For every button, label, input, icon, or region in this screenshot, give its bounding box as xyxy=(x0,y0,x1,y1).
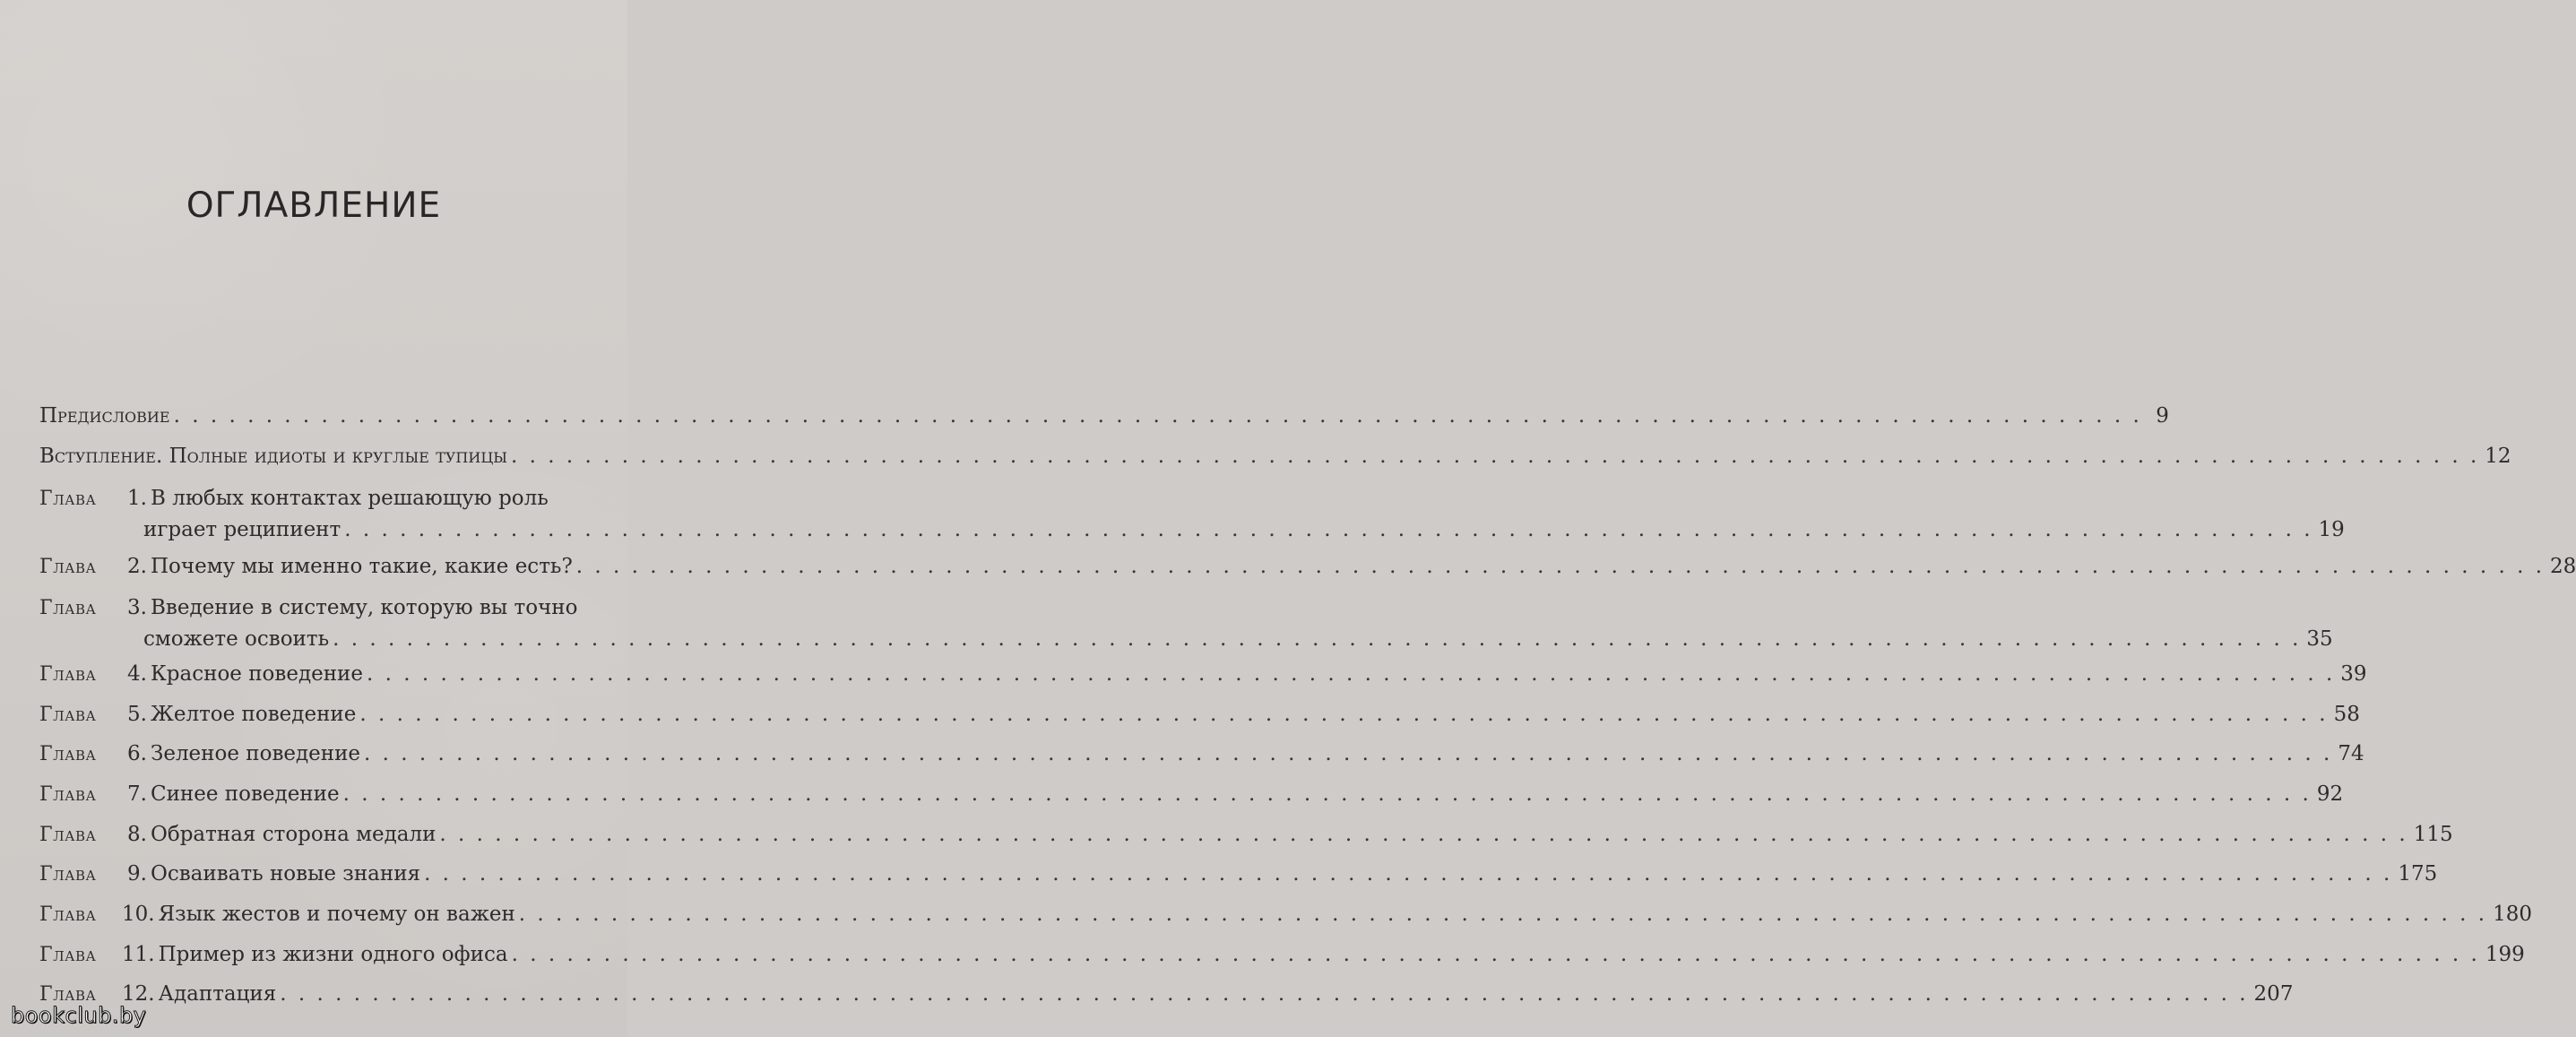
dot-leader xyxy=(170,401,2146,431)
toc-entry-title: Вступление. Полные идиоты и круглые тупицы xyxy=(39,445,508,468)
chapter-label: Глава xyxy=(39,783,97,806)
toc-entry-chapter-3 xyxy=(39,592,2333,654)
toc-page-number: 19 xyxy=(2318,518,2345,541)
toc-entry-title: Обратная сторона медали xyxy=(151,823,437,846)
chapter-number: 8. xyxy=(127,823,147,846)
toc-page-number: 175 xyxy=(2398,862,2438,886)
dot-leader xyxy=(356,699,2331,730)
page-title: ОГЛАВЛЕНИЕ xyxy=(186,186,442,226)
toc-entry-chapter-2 xyxy=(39,551,2576,583)
toc-entry-introduction xyxy=(39,441,2511,471)
toc-entry-title: Желтое поведение xyxy=(151,703,357,726)
toc-page-number: 180 xyxy=(2493,903,2532,926)
chapter-label: Глава xyxy=(39,488,97,510)
chapter-label: Глава xyxy=(39,597,97,619)
toc-entry-title: В любых контактах решающую роль xyxy=(151,487,549,510)
toc-entry-chapter-6 xyxy=(39,739,2364,770)
chapter-label: Глава xyxy=(39,983,97,1006)
toc-page-number: 28 xyxy=(2550,555,2576,578)
chapter-label: Глава xyxy=(39,944,97,966)
toc-entry-title: Пример из жизни одного офиса xyxy=(158,943,508,966)
toc-page-number: 207 xyxy=(2253,982,2294,1006)
dot-leader xyxy=(341,514,2316,545)
dot-leader xyxy=(515,899,2491,929)
toc-entry-title: Язык жестов и почему он важен xyxy=(158,903,515,926)
chapter-label: Глава xyxy=(39,903,97,926)
toc-page-number: 92 xyxy=(2316,782,2344,806)
dot-leader xyxy=(363,659,2338,689)
chapter-number: 12. xyxy=(122,982,155,1006)
chapter-number: 10. xyxy=(122,903,155,926)
chapter-number: 3. xyxy=(127,596,147,619)
toc-entry-chapter-9 xyxy=(39,859,2438,890)
toc-page-number: 39 xyxy=(2340,662,2367,686)
toc-entry-chapter-7 xyxy=(39,779,2344,810)
toc-entry-preface xyxy=(39,401,2169,431)
toc-entry-chapter-4 xyxy=(39,659,2367,690)
chapter-number: 5. xyxy=(127,703,147,726)
toc-entry-chapter-1 xyxy=(39,483,2345,545)
toc-page-number: 115 xyxy=(2413,823,2453,846)
toc-entry-chapter-11 xyxy=(39,939,2525,971)
dot-leader xyxy=(420,859,2396,889)
dot-leader xyxy=(573,551,2548,582)
toc-entry-chapter-8 xyxy=(39,819,2453,851)
chapter-label: Глава xyxy=(39,743,97,765)
toc-entry-title: Синее поведение xyxy=(151,782,340,806)
chapter-number: 4. xyxy=(127,662,147,686)
toc-entry-title: Введение в систему, которую вы точно xyxy=(151,596,578,619)
toc-entry-title: Почему мы именно такие, какие есть? xyxy=(151,555,573,578)
dot-leader xyxy=(340,779,2315,809)
toc-entry-title-continued: сможете освоить xyxy=(143,627,330,651)
dot-leader xyxy=(329,624,2304,654)
chapter-number: 6. xyxy=(127,742,147,765)
chapter-label: Глава xyxy=(39,704,97,726)
chapter-label: Глава xyxy=(39,663,97,686)
chapter-label: Глава xyxy=(39,556,97,578)
toc-entry-title: Предисловие xyxy=(39,404,170,428)
toc-entry-chapter-10 xyxy=(39,899,2532,930)
toc-entry-title: Красное поведение xyxy=(151,662,363,686)
chapter-number: 2. xyxy=(127,555,147,578)
toc-page-number: 199 xyxy=(2485,943,2525,966)
dot-leader xyxy=(360,739,2336,769)
toc-entry-title: Осваивать новые знания xyxy=(151,862,421,886)
dot-leader xyxy=(436,819,2411,850)
chapter-label: Глава xyxy=(39,863,97,886)
dot-leader xyxy=(276,979,2252,1009)
chapter-number: 1. xyxy=(127,487,147,510)
toc-page-number: 35 xyxy=(2306,627,2333,651)
toc-entry-chapter-5 xyxy=(39,699,2360,730)
chapter-number: 11. xyxy=(122,943,155,966)
dot-leader xyxy=(508,939,2484,970)
dot-leader xyxy=(507,441,2483,471)
toc-entry-title-continued: играет реципиент xyxy=(143,518,341,541)
chapter-label: Глава xyxy=(39,824,97,846)
toc-entry-title: Зеленое поведение xyxy=(151,742,361,765)
toc-page-number: 74 xyxy=(2338,742,2364,765)
chapter-number: 9. xyxy=(127,862,147,886)
toc-page-number: 58 xyxy=(2333,703,2360,726)
toc-page-number: 9 xyxy=(2156,404,2169,428)
toc-page-number: 12 xyxy=(2485,445,2511,468)
chapter-number: 7. xyxy=(127,782,147,806)
toc-entry-title: Адаптация xyxy=(158,982,277,1006)
watermark: bookclub.by xyxy=(11,1003,147,1028)
